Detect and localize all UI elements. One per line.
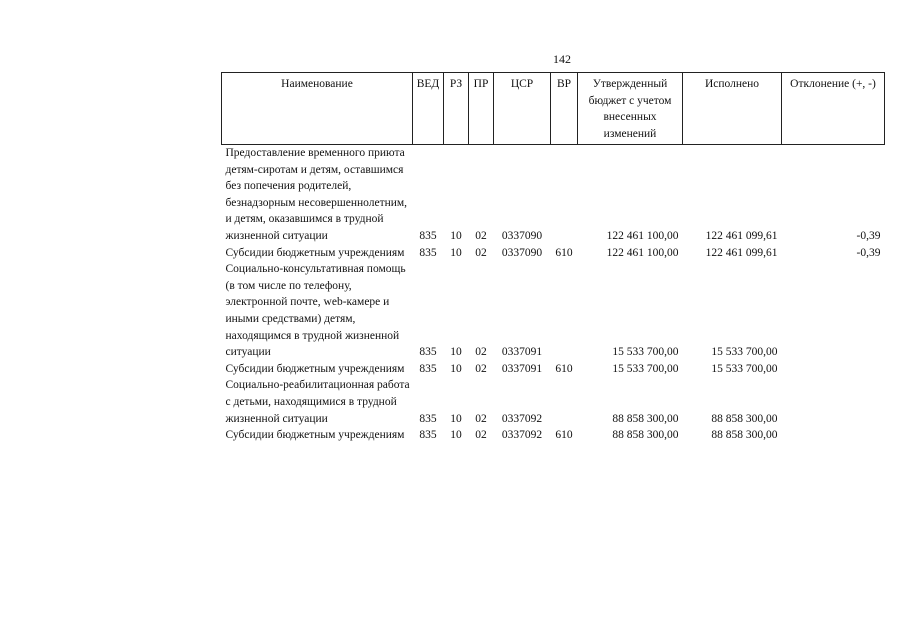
header-rz: РЗ <box>444 73 469 145</box>
row-executed: 15 533 700,00 <box>711 362 778 375</box>
row-pr: 02 <box>475 429 487 442</box>
row-executed: 88 858 300,00 <box>711 429 778 442</box>
header-approved: Утвержденный бюджет с учетом внесенных изменений <box>578 73 683 145</box>
budget-table <box>221 72 885 444</box>
row-vr <box>551 377 578 427</box>
row-executed: 15 533 700,00 <box>711 346 778 359</box>
row-csr: 0337090 <box>501 246 543 259</box>
row-csr: 0337091 <box>501 362 543 375</box>
row-deviation <box>782 427 885 444</box>
row-executed: 88 858 300,00 <box>711 412 778 425</box>
row-approved: 122 461 100,00 <box>606 246 679 259</box>
table-row <box>222 427 885 444</box>
table-row <box>222 361 885 378</box>
row-ved: 835 <box>419 229 437 242</box>
row-rz: 10 <box>450 362 462 375</box>
row-deviation: -0,39 <box>856 246 881 259</box>
table-row <box>222 245 885 262</box>
row-ved: 835 <box>419 362 437 375</box>
table-row <box>222 261 885 361</box>
row-ved: 835 <box>419 412 437 425</box>
row-name: Предоставление временного приюта детям-сиротам и детям, оставшимся без попечения родителей, безнадзорным несовершеннолетним, и детям, оказавшимся в трудной жизненной ситуации <box>225 147 408 242</box>
row-csr: 0337090 <box>501 229 543 242</box>
row-rz: 10 <box>450 412 462 425</box>
row-name: Субсидии бюджетным учреждениям <box>225 246 405 259</box>
row-pr: 02 <box>475 229 487 242</box>
row-vr: 610 <box>555 246 573 259</box>
row-executed: 122 461 099,61 <box>705 246 778 259</box>
row-rz: 10 <box>450 429 462 442</box>
row-pr: 02 <box>475 346 487 359</box>
row-ved: 835 <box>419 246 437 259</box>
page-number: 142 <box>553 52 571 66</box>
table-row <box>222 145 885 245</box>
row-name: Субсидии бюджетным учреждениям <box>225 362 405 375</box>
row-vr: 610 <box>555 362 573 375</box>
row-rz: 10 <box>450 346 462 359</box>
row-deviation <box>782 377 885 427</box>
row-csr: 0337092 <box>501 429 543 442</box>
row-rz: 10 <box>450 229 462 242</box>
header-csr: ЦСР <box>494 73 551 145</box>
row-approved: 88 858 300,00 <box>612 412 679 425</box>
row-rz: 10 <box>450 246 462 259</box>
row-approved: 15 533 700,00 <box>612 362 679 375</box>
row-vr <box>551 261 578 361</box>
row-executed: 122 461 099,61 <box>705 229 778 242</box>
row-deviation <box>782 261 885 361</box>
row-ved: 835 <box>419 429 437 442</box>
header-executed: Исполнено <box>683 73 782 145</box>
header-pr: ПР <box>469 73 494 145</box>
row-pr: 02 <box>475 246 487 259</box>
header-vr: ВР <box>551 73 578 145</box>
row-ved: 835 <box>419 346 437 359</box>
row-approved: 122 461 100,00 <box>606 229 679 242</box>
row-deviation: -0,39 <box>856 229 881 242</box>
row-vr <box>551 145 578 245</box>
header-deviation: Отклонение (+, -) <box>782 73 885 145</box>
row-csr: 0337091 <box>501 346 543 359</box>
header-ved: ВЕД <box>413 73 444 145</box>
row-deviation <box>782 361 885 378</box>
row-pr: 02 <box>475 412 487 425</box>
row-approved: 88 858 300,00 <box>612 429 679 442</box>
row-vr: 610 <box>555 429 573 442</box>
row-pr: 02 <box>475 362 487 375</box>
row-csr: 0337092 <box>501 412 543 425</box>
row-approved: 15 533 700,00 <box>612 346 679 359</box>
row-name: Социально-консультативная помощь (в том числе по телефону, электронной почте, web-камере и иными средствами) детям, находящимся в трудной жизненной ситуации <box>225 263 406 359</box>
header-name: Наименование <box>222 73 413 145</box>
table-header-row <box>222 73 885 145</box>
row-name: Субсидии бюджетным учреждениям <box>225 429 405 442</box>
row-name: Социально-реабилитационная работа с детьми, находящимися в трудной жизненной ситуации <box>225 379 410 425</box>
table-row <box>222 377 885 427</box>
